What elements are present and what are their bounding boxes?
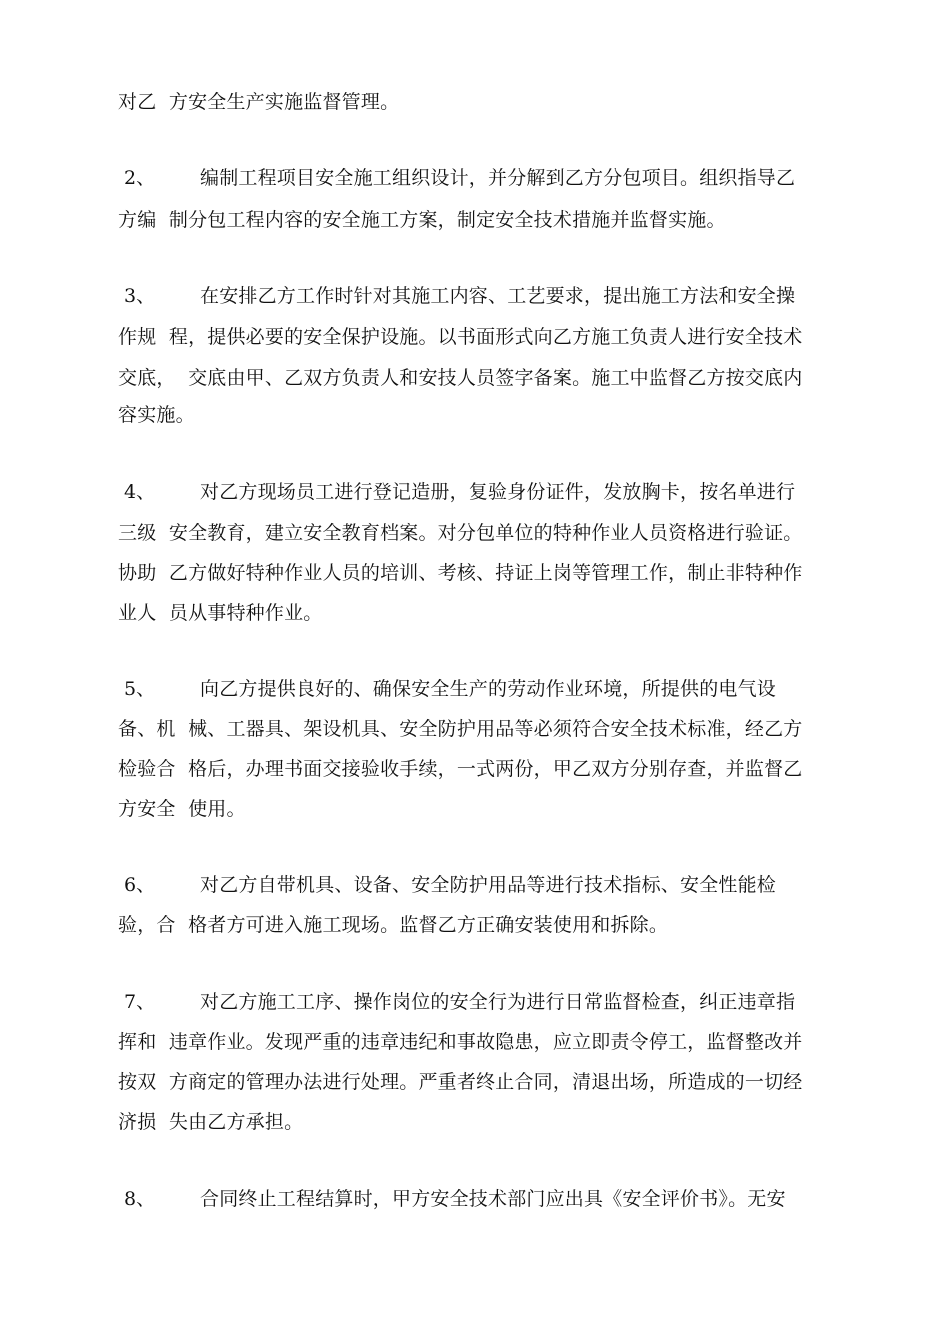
item-7-line-4: 济损 失由乙方承担。 [118, 1111, 304, 1133]
item-7-line-2: 挥和 违章作业。发现严重的违章违纪和事故隐患，应立即责令停工，监督整改并 [118, 1031, 803, 1053]
item-3-line-3: 交底， 交底由甲、乙双方负责人和安技人员签字备案。施工中监督乙方按交底内 [118, 367, 803, 389]
item-4-line-3: 协助 乙方做好特种作业人员的培训、考核、持证上岗等管理工作，制止非特种作 [118, 562, 803, 584]
item-5-line-3: 检验合 格后，办理书面交接验收手续，一式两份，甲乙双方分别存查，并监督乙 [118, 758, 803, 780]
item-6-number: 6、 [118, 874, 156, 896]
item-3-line-4: 容实施。 [118, 404, 195, 426]
item-4-line-4: 业人 员从事特种作业。 [118, 602, 323, 624]
item-4-number: 4、 [118, 481, 156, 503]
item-8-number: 8、 [118, 1188, 156, 1210]
item-4-line-1: 对乙方现场员工进行登记造册，复验身份证件，发放胸卡，按名单进行 [200, 481, 796, 503]
item-2-line-2: 方编 制分包工程内容的安全施工方案，制定安全技术措施并监督实施。 [118, 209, 726, 231]
item-4-line-2: 三级 安全教育，建立安全教育档案。对分包单位的特种作业人员资格进行验证。 [118, 522, 803, 544]
item-5-line-1: 向乙方提供良好的、确保安全生产的劳动作业环境，所提供的电气设 [200, 678, 777, 700]
intro-line: 对乙 方安全生产实施监督管理。 [118, 91, 400, 113]
item-7-number: 7、 [118, 991, 156, 1013]
item-7-line-3: 按双 方商定的管理办法进行处理。严重者终止合同，清退出场，所造成的一切经 [118, 1071, 803, 1093]
item-5-line-4: 方安全 使用。 [118, 798, 246, 820]
item-7-line-1: 对乙方施工工序、操作岗位的安全行为进行日常监督检查，纠正违章指 [200, 991, 796, 1013]
item-8-line-1: 合同终止工程结算时，甲方安全技术部门应出具《安全评价书》。无安 [200, 1188, 786, 1210]
item-6-line-1: 对乙方自带机具、设备、安全防护用品等进行技术指标、安全性能检 [200, 874, 777, 896]
item-2-number: 2、 [118, 167, 156, 189]
item-3-line-2: 作规 程，提供必要的安全保护设施。以书面形式向乙方施工负责人进行安全技术 [118, 326, 803, 348]
item-6-line-2: 验，合 格者方可进入施工现场。监督乙方正确安装使用和拆除。 [118, 914, 669, 936]
item-2-line-1: 编制工程项目安全施工组织设计，并分解到乙方分包项目。组织指导乙 [200, 167, 796, 189]
item-3-number: 3、 [118, 285, 156, 307]
item-3-line-1: 在安排乙方工作时针对其施工内容、工艺要求，提出施工方法和安全操 [200, 285, 796, 307]
item-5-number: 5、 [118, 678, 156, 700]
item-5-line-2: 备、机 械、工器具、架设机具、安全防护用品等必须符合安全技术标准，经乙方 [118, 718, 803, 740]
